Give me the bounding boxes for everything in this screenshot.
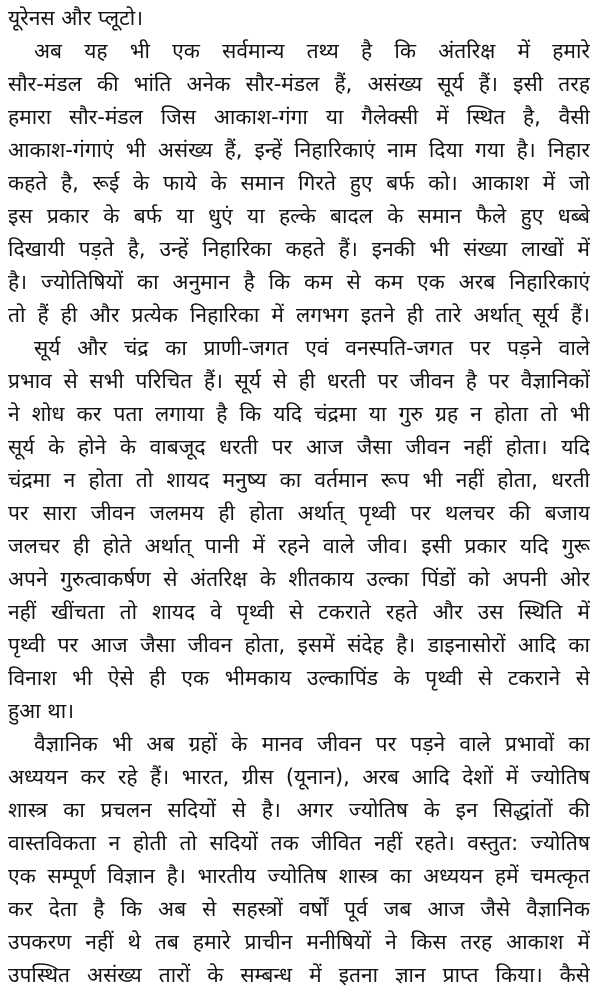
- text-line: अध्ययन कर रहे हैं। भारत, ग्रीस (यूनान), अरब आदि देशों में ज्योतिष: [8, 765, 590, 789]
- text-line: इस प्रकार के बर्फ या धुएं या हल्के बादल के समान फैले हुए धब्बे: [8, 204, 590, 228]
- text-line: कर देता है कि अब से सहस्त्रों वर्षों पूर्व जब आज जैसे वैज्ञानिक: [8, 897, 590, 921]
- text-line: तो हैं ही और प्रत्येक निहारिका में लगभग इतने ही तारे अर्थात् सूर्य हैं।: [8, 303, 590, 327]
- text-line: पृथ्वी पर आज जैसा जीवन होता, इसमें संदेह है। डाइनासोरों आदि का: [8, 633, 590, 657]
- text-line: यूरेनस और प्लूटो।: [8, 6, 144, 30]
- text-line: शास्त्र का प्रचलन सदियों से है। अगर ज्योतिष के इन सिद्धांतों की: [8, 798, 590, 822]
- text-line: विनाश भी ऐसे ही एक भीमकाय उल्कापिंड के पृथ्वी से टकराने से: [8, 666, 590, 690]
- text-line: सौर-मंडल की भांति अनेक सौर-मंडल हैं, असंख्य सूर्य हैं। इसी तरह: [8, 72, 590, 96]
- text-line: एक सम्पूर्ण विज्ञान है। भारतीय ज्योतिष शास्त्र का अध्ययन हमें चमत्कृत: [8, 864, 590, 888]
- paragraph-end-line: हुआ था।: [8, 699, 75, 723]
- paragraph-start-line: वैज्ञानिक भी अब ग्रहों के मानव जीवन पर पड़ने वाले प्रभावों का: [34, 732, 590, 756]
- text-line: चंद्रमा न होता तो शायद मनुष्य का वर्तमान रूप भी नहीं होता, धरती: [8, 468, 590, 492]
- text-line: आकाश-गंगाएं भी असंख्य हैं, इन्हें निहारिकाएं नाम दिया गया है। निहार: [8, 138, 590, 162]
- paragraph-start-line: सूर्य और चंद्र का प्राणी-जगत एवं वनस्पति-जगत पर पड़ने वाले: [34, 336, 590, 360]
- text-line: है। ज्योतिषियों का अनुमान है कि कम से कम एक अरब निहारिकाएं: [8, 270, 590, 294]
- text-line: ने शोध कर पता लगाया है कि यदि चंद्रमा या गुरु ग्रह न होता तो भी: [8, 402, 590, 426]
- text-line: उपकरण नहीं थे तब हमारे प्राचीन मनीषियों ने किस तरह आकाश में: [8, 930, 590, 954]
- text-line: नहीं खींचता तो शायद वे पृथ्वी से टकराते रहते और उस स्थिति में: [8, 600, 590, 624]
- text-line: उपस्थित असंख्य तारों के सम्बन्ध में इतना ज्ञान प्राप्त किया। कैसे: [8, 963, 590, 987]
- text-line: हमारा सौर-मंडल जिस आकाश-गंगा या गैलेक्सी में स्थित है, वैसी: [8, 105, 590, 129]
- text-line: पर सारा जीवन जलमय ही होता अर्थात् पृथ्वी पर थलचर की बजाय: [8, 501, 590, 525]
- text-line: प्रभाव से सभी परिचित हैं। सूर्य से ही धरती पर जीवन है पर वैज्ञानिकों: [8, 369, 590, 393]
- text-line: वास्तविकता न होती तो सदियों तक जीवित नहीं रहते। वस्तुत: ज्योतिष: [8, 831, 590, 855]
- text-line: कहते है, रूई के फाये के समान गिरते हुए बर्फ को। आकाश में जो: [8, 171, 590, 195]
- text-line: अपने गुरुत्वाकर्षण से अंतरिक्ष के शीतकाय उल्का पिंडों को अपनी ओर: [8, 567, 590, 591]
- text-line: दिखायी पड़ते है, उन्हें निहारिका कहते हैं। इनकी भी संख्या लाखों में: [8, 237, 590, 261]
- text-line: जलचर ही होते अर्थात् पानी में रहने वाले जीव। इसी प्रकार यदि गुरू: [8, 534, 590, 558]
- paragraph-start-line: अब यह भी एक सर्वमान्य तथ्य है कि अंतरिक्ष में हमारे: [34, 39, 590, 63]
- text-line: सूर्य के होने के वाबजूद धरती पर आज जैसा जीवन नहीं होता। यदि: [8, 435, 590, 459]
